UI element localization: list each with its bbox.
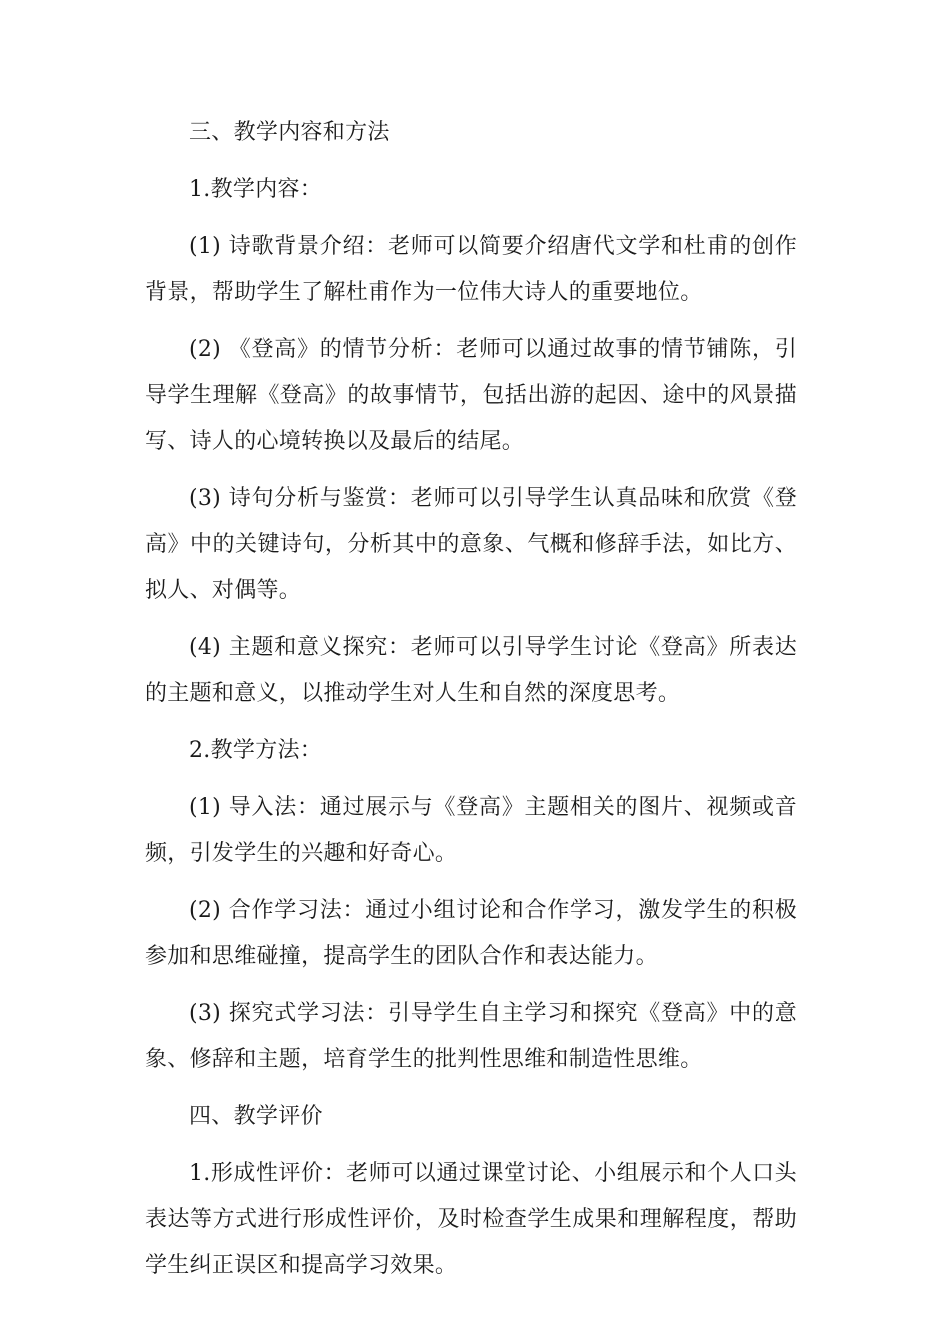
document-body <box>145 110 797 1300</box>
subheading-teaching-methods: 2.教学方法： <box>189 738 323 763</box>
paragraph-content-2: (2) 《登高》的情节分析：老师可以通过故事的情节铺陈，引导学生理解《登高》的故事情节，包括出游的起因、途中的风景描写、诗人的心境转换以及最后的结尾。 <box>145 337 797 454</box>
paragraph-content-1: (1) 诗歌背景介绍：老师可以简要介绍唐代文学和杜甫的创作背景，帮助学生了解杜甫作为一位伟大诗人的重要地位。 <box>145 234 797 305</box>
paragraph-content-3: (3) 诗句分析与鉴赏：老师可以引导学生认真品味和欣赏《登高》中的关键诗句，分析其中的意象、气概和修辞手法，如比方、拟人、对偶等。 <box>145 486 797 603</box>
section-heading-4: 四、教学评价 <box>189 1104 323 1129</box>
paragraph-method-3: (3) 探究式学习法：引导学生自主学习和探究《登高》中的意象、修辞和主题，培育学生的批判性思维和制造性思维。 <box>145 1001 797 1072</box>
paragraph-method-2: (2) 合作学习法：通过小组讨论和合作学习，激发学生的积极参加和思维碰撞，提高学生的团队合作和表达能力。 <box>145 898 797 969</box>
paragraph-content-4: (4) 主题和意义探究：老师可以引导学生讨论《登高》所表达的主题和意义，以推动学生对人生和自然的深度思考。 <box>145 635 797 706</box>
paragraph-evaluation-1: 1.形成性评价：老师可以通过课堂讨论、小组展示和个人口头表达等方式进行形成性评价，及时检查学生成果和理解程度，帮助学生纠正误区和提高学习效果。 <box>145 1161 797 1278</box>
section-heading-3: 三、教学内容和方法 <box>189 120 390 145</box>
paragraph-method-1: (1) 导入法：通过展示与《登高》主题相关的图片、视频或音频，引发学生的兴趣和好奇心。 <box>145 795 797 866</box>
subheading-teaching-content: 1.教学内容： <box>189 177 323 202</box>
